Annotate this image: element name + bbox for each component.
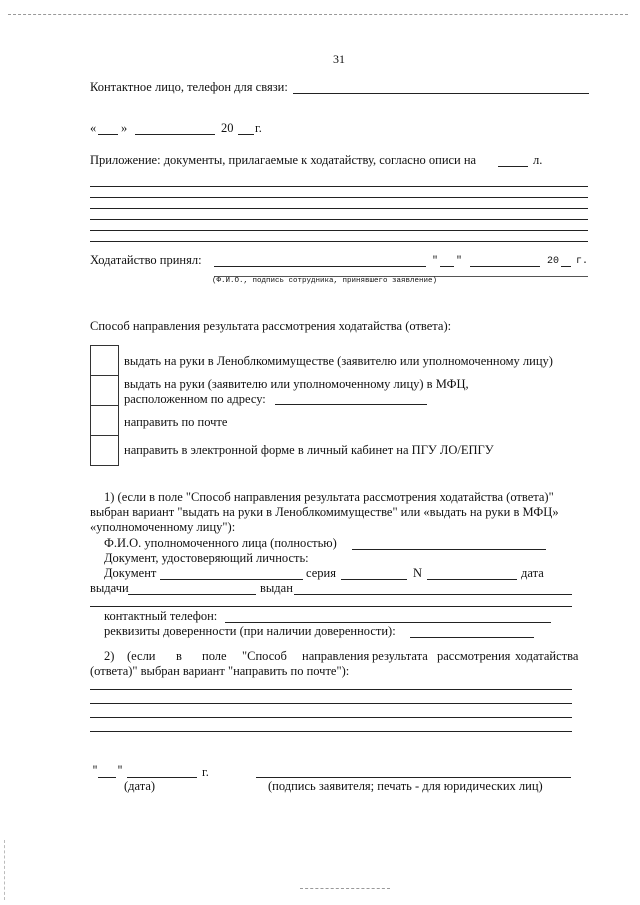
scan-edge-top bbox=[8, 14, 628, 15]
footer-year-suffix: г. bbox=[202, 765, 209, 779]
phone-field[interactable] bbox=[225, 622, 551, 623]
attachment-line[interactable] bbox=[90, 208, 588, 209]
footer-month-field[interactable] bbox=[127, 777, 197, 778]
fio-field[interactable] bbox=[352, 549, 546, 550]
method-option-mfc-address: расположенном по адресу: bbox=[124, 392, 266, 406]
footer-day-field[interactable] bbox=[98, 777, 116, 778]
section2-part: 2) bbox=[104, 649, 115, 663]
mfc-address-field[interactable] bbox=[275, 404, 427, 405]
number-field[interactable] bbox=[427, 579, 517, 580]
footer-quote-close: " bbox=[117, 766, 124, 777]
section1-line3: «уполномоченному лицу"): bbox=[90, 520, 236, 534]
document-label: Документ bbox=[104, 566, 157, 580]
id-document-label: Документ, удостоверяющий личность: bbox=[104, 551, 309, 565]
footer-date-caption: (дата) bbox=[124, 779, 156, 793]
date-year-field[interactable] bbox=[238, 134, 254, 135]
poa-field[interactable] bbox=[410, 637, 534, 638]
fio-label: Ф.И.О. уполномоченного лица (полностью) bbox=[104, 536, 337, 550]
accepted-year-suffix: г. bbox=[576, 256, 589, 267]
accepted-day-field[interactable] bbox=[440, 266, 454, 267]
date-label: дата bbox=[521, 566, 544, 580]
method-checkbox-electronic[interactable] bbox=[90, 435, 119, 466]
document-field[interactable] bbox=[160, 579, 303, 580]
section2-part: в bbox=[176, 649, 182, 663]
accepted-year-field[interactable] bbox=[561, 266, 571, 267]
signature-caption: (подпись заявителя; печать - для юридических лиц) bbox=[268, 779, 543, 793]
issue-label: выдачи bbox=[90, 581, 129, 595]
attachment-text: Приложение: документы, прилагаемые к ходатайству, согласно описи на bbox=[90, 153, 477, 167]
date-month-field[interactable] bbox=[135, 134, 215, 135]
date-quote-open: « bbox=[90, 121, 97, 135]
scan-edge-left bbox=[4, 840, 5, 900]
postal-address-line[interactable] bbox=[90, 731, 572, 732]
method-heading: Способ направления результата рассмотрения ходатайства (ответа): bbox=[90, 319, 452, 333]
section1-line2: выбран вариант "выдать на руки в Леноблкомимуществе" или «выдать на руки в МФЦ» bbox=[90, 505, 559, 519]
section2-part: (если bbox=[127, 649, 156, 663]
attachment-line[interactable] bbox=[90, 197, 588, 198]
accepted-month-field[interactable] bbox=[470, 266, 540, 267]
contact-field[interactable] bbox=[293, 93, 589, 94]
issued-by-field-cont[interactable] bbox=[90, 606, 572, 607]
method-checkbox-office[interactable] bbox=[90, 345, 119, 376]
section2-part: поле bbox=[202, 649, 227, 663]
page-number: 31 bbox=[333, 52, 345, 66]
accepted-caption: (Ф.И.О., подпись сотрудника, принявшего заявление) bbox=[212, 277, 438, 285]
postal-address-line[interactable] bbox=[90, 717, 572, 718]
contact-label: Контактное лицо, телефон для связи: bbox=[90, 80, 288, 94]
issued-by-field[interactable] bbox=[294, 594, 572, 595]
attachment-pages-field[interactable] bbox=[498, 166, 528, 167]
section2-part: рассмотрения bbox=[437, 649, 511, 663]
postal-address-line[interactable] bbox=[90, 703, 572, 704]
section2-part: ходатайства bbox=[515, 649, 579, 663]
section2-line2: (ответа)" выбран вариант "направить по почте"): bbox=[90, 664, 350, 678]
phone-label: контактный телефон: bbox=[104, 609, 218, 623]
section1-line1: 1) (если в поле "Способ направления результата рассмотрения ходатайства (ответа)" bbox=[104, 490, 554, 504]
postal-address-line[interactable] bbox=[90, 689, 572, 690]
series-label: серия bbox=[306, 566, 336, 580]
accepted-year-prefix: 20 bbox=[547, 256, 560, 267]
method-checkbox-post[interactable] bbox=[90, 405, 119, 436]
date-year-suffix: г. bbox=[255, 121, 262, 135]
date-year-prefix: 20 bbox=[221, 121, 234, 135]
accepted-quote-close: " bbox=[456, 256, 463, 267]
attachment-line[interactable] bbox=[90, 241, 588, 242]
section2-part: результата bbox=[372, 649, 428, 663]
method-checkbox-mfc[interactable] bbox=[90, 375, 119, 406]
attachment-line[interactable] bbox=[90, 219, 588, 220]
section2-part: "Способ bbox=[242, 649, 287, 663]
date-quote-close: » bbox=[121, 121, 128, 135]
attachment-suffix: л. bbox=[533, 153, 543, 167]
section2-part: направления bbox=[302, 649, 370, 663]
number-label: N bbox=[413, 566, 423, 580]
method-option-mfc: выдать на руки (заявителю или уполномоченному лицу) в МФЦ, bbox=[124, 377, 469, 391]
attachment-line[interactable] bbox=[90, 230, 588, 231]
date-day-field[interactable] bbox=[98, 134, 118, 135]
series-field[interactable] bbox=[341, 579, 407, 580]
poa-label: реквизиты доверенности (при наличии доверенности): bbox=[104, 624, 396, 638]
method-option-post: направить по почте bbox=[124, 415, 228, 429]
issued-by-label: выдан bbox=[260, 581, 293, 595]
method-option-office: выдать на руки в Леноблкомимуществе (заявителю или уполномоченному лицу) bbox=[124, 354, 553, 368]
accepted-quote-open: " bbox=[432, 256, 439, 267]
accepted-label: Ходатайство принял: bbox=[90, 253, 202, 267]
method-option-electronic: направить в электронной форме в личный кабинет на ПГУ ЛО/ЕПГУ bbox=[124, 443, 494, 457]
signature-field[interactable] bbox=[256, 777, 571, 778]
attachment-line[interactable] bbox=[90, 186, 588, 187]
accepted-name-field[interactable] bbox=[214, 266, 426, 267]
scan-edge-bottom bbox=[300, 888, 390, 889]
issue-date-field[interactable] bbox=[128, 594, 256, 595]
footer-quote-open: " bbox=[92, 766, 99, 777]
